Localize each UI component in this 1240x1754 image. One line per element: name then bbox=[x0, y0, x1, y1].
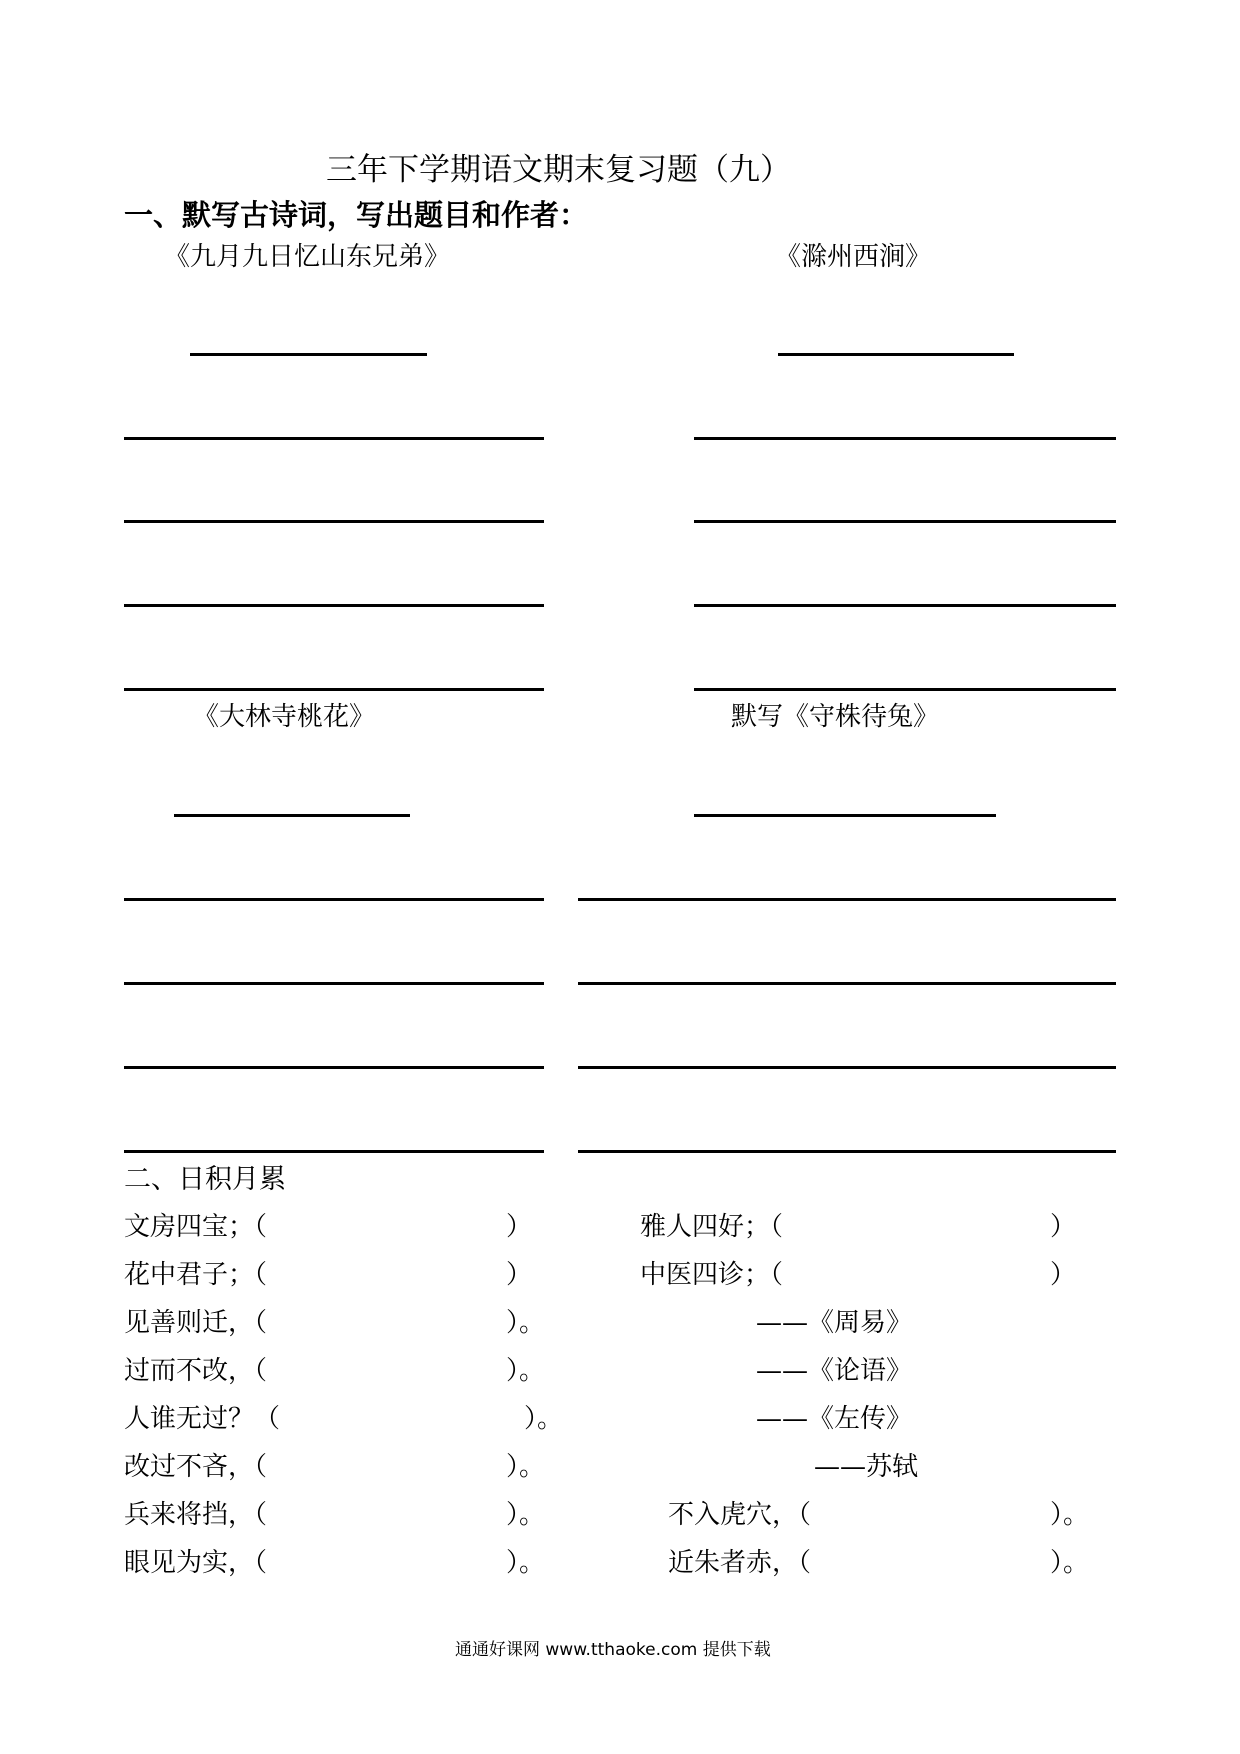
answer-line[interactable] bbox=[124, 1150, 544, 1153]
section-1-heading: 一、默写古诗词，写出题目和作者： bbox=[124, 198, 589, 232]
section-2-heading: 二、日积月累 bbox=[124, 1164, 286, 1195]
answer-line[interactable] bbox=[124, 688, 544, 691]
answer-line-author-2[interactable] bbox=[778, 353, 1014, 356]
footer-credit: 通通好课网 www.tthaoke.com 提供下载 bbox=[455, 1640, 771, 1660]
answer-line[interactable] bbox=[124, 437, 544, 440]
page-title: 三年下学期语文期末复习题（九） bbox=[326, 152, 791, 188]
poem-title-1: 《九月九日忆山东兄弟》 bbox=[164, 242, 451, 272]
prompt-left-close: ）。 bbox=[524, 1404, 564, 1434]
prompt-right-close: ） bbox=[1050, 1260, 1077, 1290]
answer-line[interactable] bbox=[578, 1150, 1116, 1153]
answer-line[interactable] bbox=[694, 520, 1116, 523]
source-attribution: ——《周易》 bbox=[756, 1308, 913, 1338]
prompt-left: 改过不吝，（ bbox=[124, 1452, 268, 1482]
prompt-right: 近朱者赤，（ bbox=[668, 1548, 812, 1578]
answer-line-title-4[interactable] bbox=[694, 814, 996, 817]
answer-line[interactable] bbox=[124, 982, 544, 985]
prompt-left-close: ）。 bbox=[506, 1308, 546, 1338]
poem-title-3: 《大林寺桃花》 bbox=[193, 702, 376, 732]
poem-title-4: 默写《守株待兔》 bbox=[731, 702, 940, 732]
prompt-left-close: ） bbox=[506, 1212, 533, 1242]
answer-line-author-1[interactable] bbox=[190, 353, 427, 356]
answer-line[interactable] bbox=[694, 688, 1116, 691]
answer-line-author-3[interactable] bbox=[174, 814, 410, 817]
prompt-left: 文房四宝；（ bbox=[124, 1212, 268, 1242]
prompt-left: 眼见为实，（ bbox=[124, 1548, 268, 1578]
prompt-right: 不入虎穴，（ bbox=[668, 1500, 812, 1530]
prompt-right-close: ）。 bbox=[1050, 1548, 1090, 1578]
answer-line[interactable] bbox=[694, 604, 1116, 607]
prompt-right: 中医四诊；（ bbox=[640, 1260, 784, 1290]
prompt-left-close: ）。 bbox=[506, 1500, 546, 1530]
answer-line[interactable] bbox=[578, 1066, 1116, 1069]
prompt-left: 过而不改，（ bbox=[124, 1356, 268, 1386]
source-attribution: ——《论语》 bbox=[756, 1356, 913, 1386]
prompt-left-close: ）。 bbox=[506, 1356, 546, 1386]
prompt-right-close: ） bbox=[1050, 1212, 1077, 1242]
poem-title-2: 《滁州西涧》 bbox=[775, 242, 932, 272]
prompt-left: 花中君子；（ bbox=[124, 1260, 268, 1290]
prompt-left: 人谁无过？（ bbox=[124, 1404, 281, 1434]
prompt-right-close: ）。 bbox=[1050, 1500, 1090, 1530]
answer-line[interactable] bbox=[124, 1066, 544, 1069]
prompt-left: 兵来将挡，（ bbox=[124, 1500, 268, 1530]
answer-line[interactable] bbox=[578, 898, 1116, 901]
answer-line[interactable] bbox=[124, 520, 544, 523]
prompt-left-close: ） bbox=[506, 1260, 533, 1290]
prompt-right: 雅人四好；（ bbox=[640, 1212, 784, 1242]
prompt-left-close: ）。 bbox=[506, 1548, 546, 1578]
prompt-left: 见善则迁，（ bbox=[124, 1308, 268, 1338]
answer-line[interactable] bbox=[124, 604, 544, 607]
source-attribution: ——苏轼 bbox=[814, 1452, 919, 1482]
answer-line[interactable] bbox=[694, 437, 1116, 440]
source-attribution: ——《左传》 bbox=[756, 1404, 913, 1434]
prompt-left-close: ）。 bbox=[506, 1452, 546, 1482]
answer-line[interactable] bbox=[124, 898, 544, 901]
answer-line[interactable] bbox=[578, 982, 1116, 985]
